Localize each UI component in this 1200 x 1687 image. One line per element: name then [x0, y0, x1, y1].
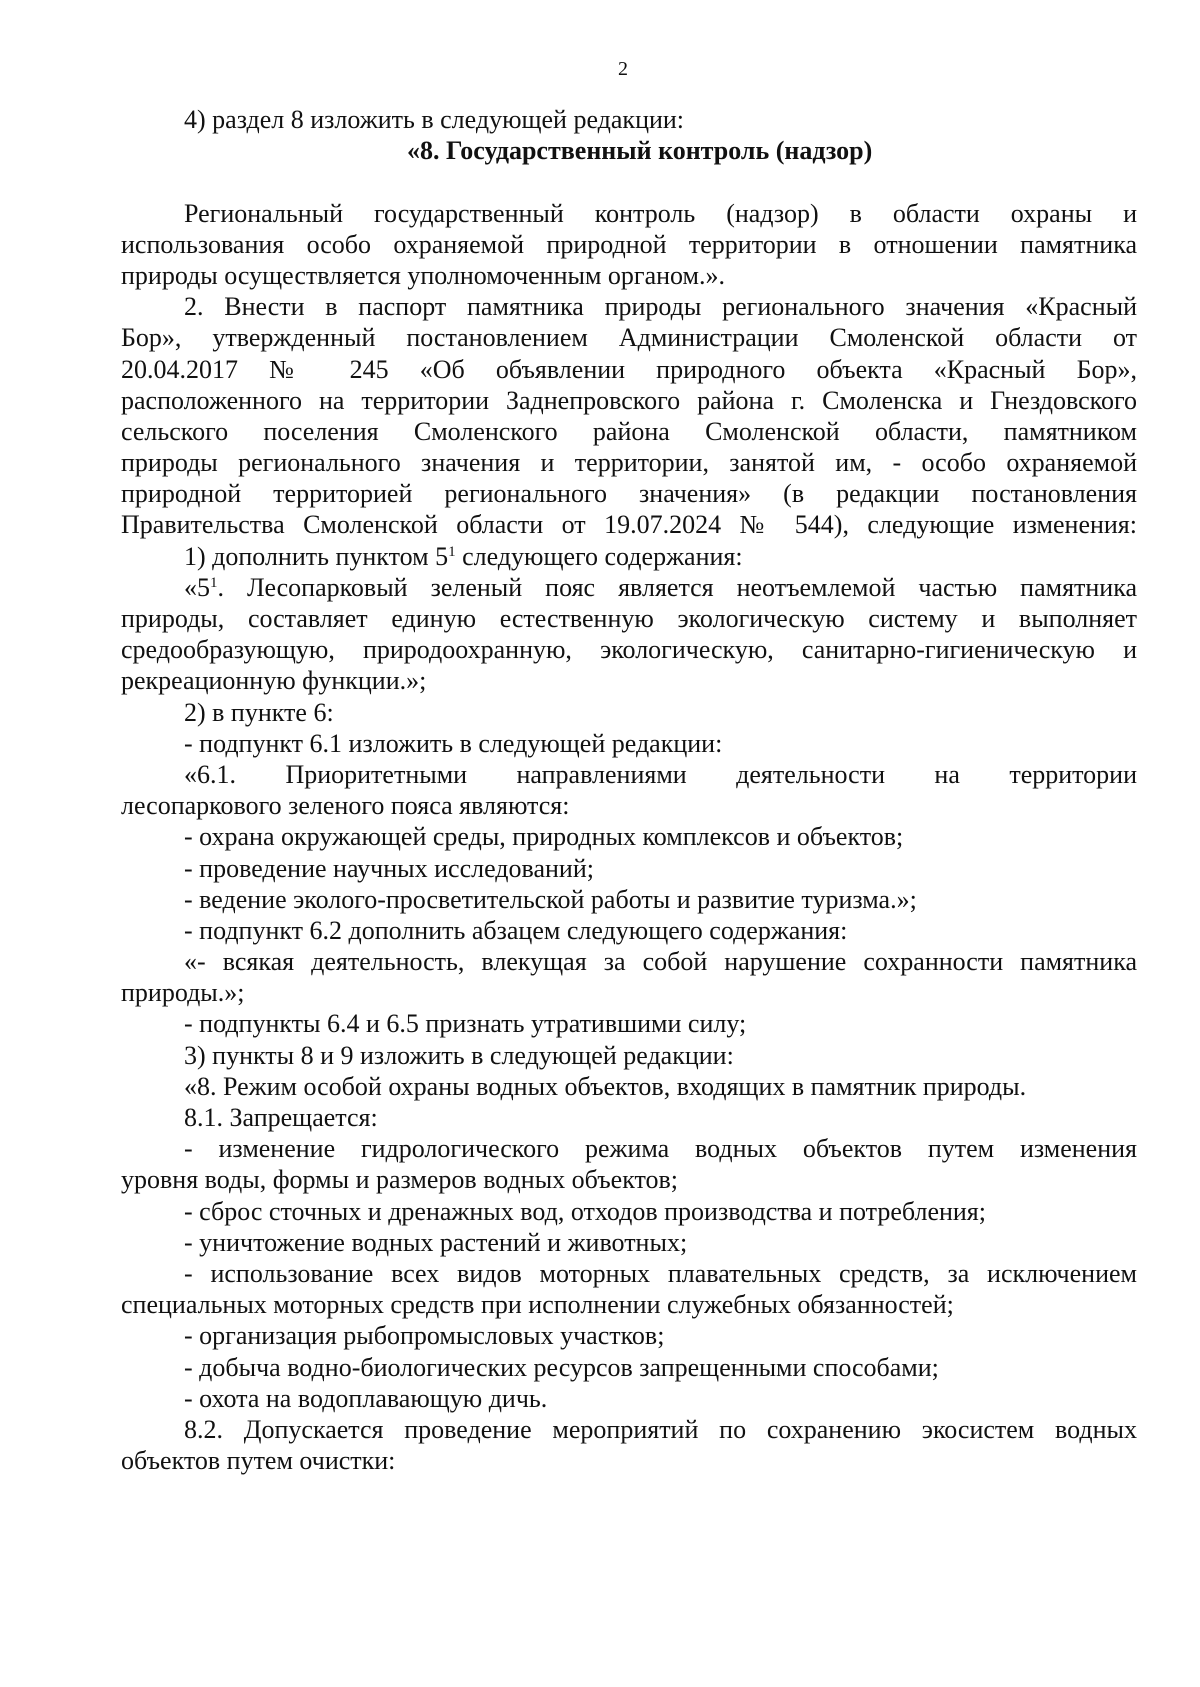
text-line: 4) раздел 8 изложить в следующей редакции: [184, 105, 685, 134]
text-line: - сброс сточных и дренажных вод, отходов производства и потребления; [184, 1196, 986, 1226]
text-line [121, 541, 1137, 572]
text-line: природы.»; [121, 978, 245, 1008]
text-line: использования особо охраняемой природной территории в отношении памятника [121, 229, 1137, 259]
text-line: - охота на водоплавающую дичь. [184, 1383, 548, 1413]
spacer [121, 166, 1137, 197]
text-line: «- всякая деятельность, влекущая за собой нарушение сохранности памятника [184, 947, 1137, 977]
text-line: рекреационную функции.»; [121, 666, 427, 696]
text-line: природной территорией регионального значения» (в редакции постановления [121, 479, 1137, 509]
text-line: - организация рыбопромысловых участков; [184, 1321, 665, 1351]
page-number: 2 [618, 58, 628, 80]
text-fragment: . Лесопарковый зеленый пояс является неотъемлемой частью памятника [217, 572, 1137, 602]
text-line: 3) пункты 8 и 9 изложить в следующей редакции: [184, 1040, 734, 1070]
text-fragment: следующего содержания: [455, 541, 743, 571]
text-fragment: 1) дополнить пунктом 5 [184, 541, 449, 571]
text-line: - ведение эколого-просветительской работы и развитие туризма.»; [184, 884, 917, 914]
text-line: Правительства Смоленской области от 19.07.2024 № 544), следующие изменения: [121, 510, 1137, 540]
text-line: специальных моторных средств при исполнении служебных обязанностей; [121, 1290, 954, 1320]
text-line: объектов путем очистки: [121, 1446, 396, 1476]
superscript: 1 [448, 543, 456, 560]
text-line: природы регионального значения и территории, занятой им, - особо охраняемой [121, 448, 1137, 478]
text-line: «6.1. Приоритетными направлениями деятельности на территории [184, 759, 1137, 789]
text-line: - изменение гидрологического режима водных объектов путем изменения [184, 1134, 1137, 1164]
text-line: - использование всех видов моторных плавательных средств, за исключением [184, 1258, 1137, 1288]
section-heading: «8. Государственный контроль (надзор) [407, 136, 873, 166]
text-line: - добыча водно-биологических ресурсов запрещенными способами; [184, 1352, 939, 1382]
text-fragment: «5 [184, 572, 210, 602]
text-line: уровня воды, формы и размеров водных объектов; [121, 1165, 679, 1195]
text-line: лесопаркового зеленого пояса являются: [121, 791, 570, 821]
text-line: - подпункты 6.4 и 6.5 признать утратившими силу; [184, 1009, 747, 1039]
text-line: расположенного на территории Заднепровского района г. Смоленска и Гнездовского [121, 385, 1137, 415]
superscript: 1 [210, 574, 218, 591]
text-line: средообразующую, природоохранную, экологическую, санитарно-гигиеническую и [121, 635, 1137, 665]
text-line [121, 572, 1137, 603]
text-line: природы осуществляется уполномоченным органом.». [121, 260, 726, 290]
text-line: сельского поселения Смоленского района Смоленской области, памятником [121, 416, 1137, 446]
text-line: Бор», утвержденный постановлением Администрации Смоленской области от [121, 323, 1137, 353]
text-line: - уничтожение водных растений и животных; [184, 1227, 688, 1257]
document-body [121, 104, 1137, 1476]
text-line: 8.1. Запрещается: [184, 1103, 378, 1132]
text-line: - подпункт 6.2 дополнить абзацем следующего содержания: [184, 915, 848, 945]
text-line: - охрана окружающей среды, природных комплексов и объектов; [184, 822, 904, 852]
text-line: 8.2. Допускается проведение мероприятий по сохранению экосистем водных [184, 1414, 1137, 1444]
text-line: «8. Режим особой охраны водных объектов, входящих в памятник природы. [184, 1071, 1027, 1101]
text-line: 2) в пункте 6: [184, 697, 334, 727]
text-line: 2. Внести в паспорт памятника природы регионального значения «Красный [184, 292, 1137, 322]
text-line: природы, составляет единую естественную экологическую систему и выполняет [121, 604, 1137, 633]
text-line: Региональный государственный контроль (надзор) в области охраны и [184, 198, 1137, 228]
text-line: - подпункт 6.1 изложить в следующей редакции: [184, 728, 723, 758]
text-line: - проведение научных исследований; [184, 853, 594, 883]
text-line: 20.04.2017 № 245 «Об объявлении природного объекта «Красный Бор», [121, 354, 1137, 384]
